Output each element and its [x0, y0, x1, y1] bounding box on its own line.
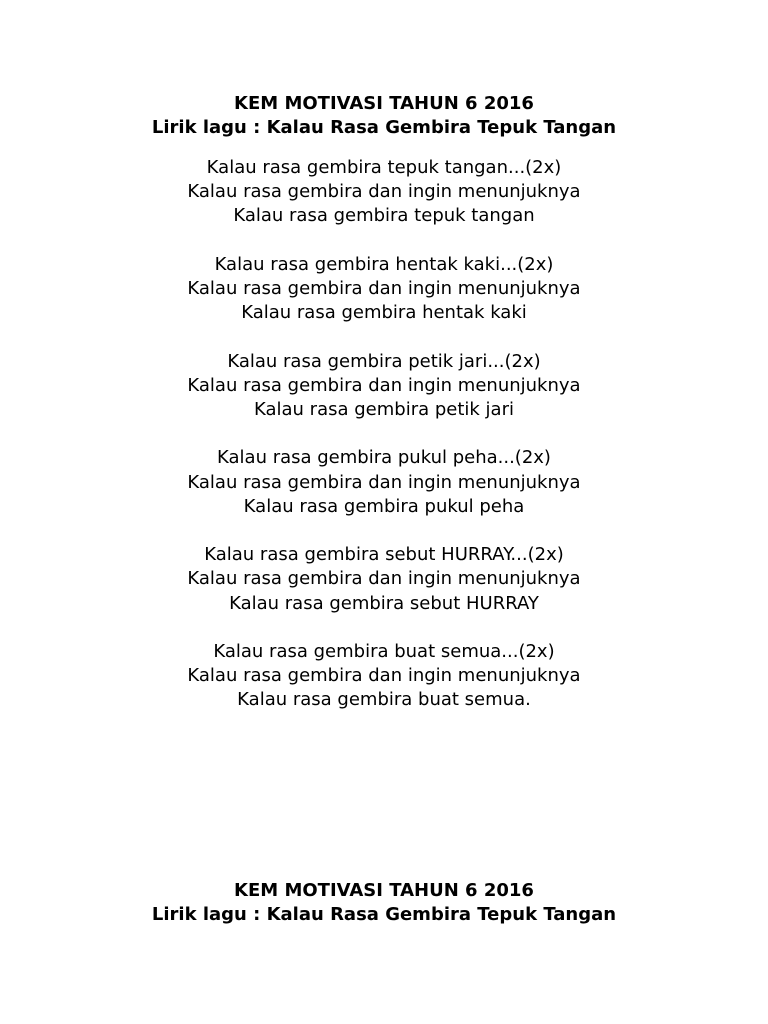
page-header [0, 92, 768, 140]
document-subtitle: Lirik lagu : Kalau Rasa Gembira Tepuk Tangan [151, 117, 617, 138]
verse-line: Kalau rasa gembira dan ingin menunjuknya [187, 181, 581, 203]
verse-line: Kalau rasa gembira dan ingin menunjuknya [187, 568, 581, 590]
verse-2 [0, 253, 768, 326]
verse-line: Kalau rasa gembira tepuk tangan...(2x) [206, 157, 562, 178]
document-title: KEM MOTIVASI TAHUN 6 2016 [234, 880, 534, 901]
verse-line: Kalau rasa gembira dan ingin menunjuknya [187, 665, 581, 687]
verse-1 [0, 156, 768, 229]
verse-4 [0, 446, 768, 519]
verse-line: Kalau rasa gembira sebut HURRAY [229, 592, 539, 614]
verse-line: Kalau rasa gembira dan ingin menunjuknya [187, 471, 581, 493]
lyrics-body [0, 156, 768, 737]
verse-line: Kalau rasa gembira pukul peha...(2x) [217, 447, 551, 469]
verse-3 [0, 350, 768, 423]
verse-line: Kalau rasa gembira dan ingin menunjuknya [187, 278, 581, 299]
verse-line: Kalau rasa gembira tepuk tangan [233, 205, 535, 227]
document-subtitle: Lirik lagu : Kalau Rasa Gembira Tepuk Tangan [151, 904, 617, 925]
verse-line: Kalau rasa gembira hentak kaki...(2x) [214, 253, 554, 275]
verse-line: Kalau rasa gembira hentak kaki [241, 302, 527, 324]
verse-line: Kalau rasa gembira buat semua. [237, 689, 531, 711]
verse-line: Kalau rasa gembira petik jari...(2x) [227, 350, 541, 372]
verse-line: Kalau rasa gembira pukul peha [243, 495, 525, 517]
verse-line: Kalau rasa gembira dan ingin menunjuknya [187, 374, 581, 396]
verse-line: Kalau rasa gembira buat semua...(2x) [213, 640, 555, 662]
verse-6 [0, 640, 768, 713]
verse-5 [0, 543, 768, 616]
verse-line: Kalau rasa gembira petik jari [254, 399, 514, 420]
page-header-repeat [0, 879, 768, 927]
verse-line: Kalau rasa gembira sebut HURRAY...(2x) [204, 544, 564, 566]
document-title: KEM MOTIVASI TAHUN 6 2016 [234, 93, 534, 114]
